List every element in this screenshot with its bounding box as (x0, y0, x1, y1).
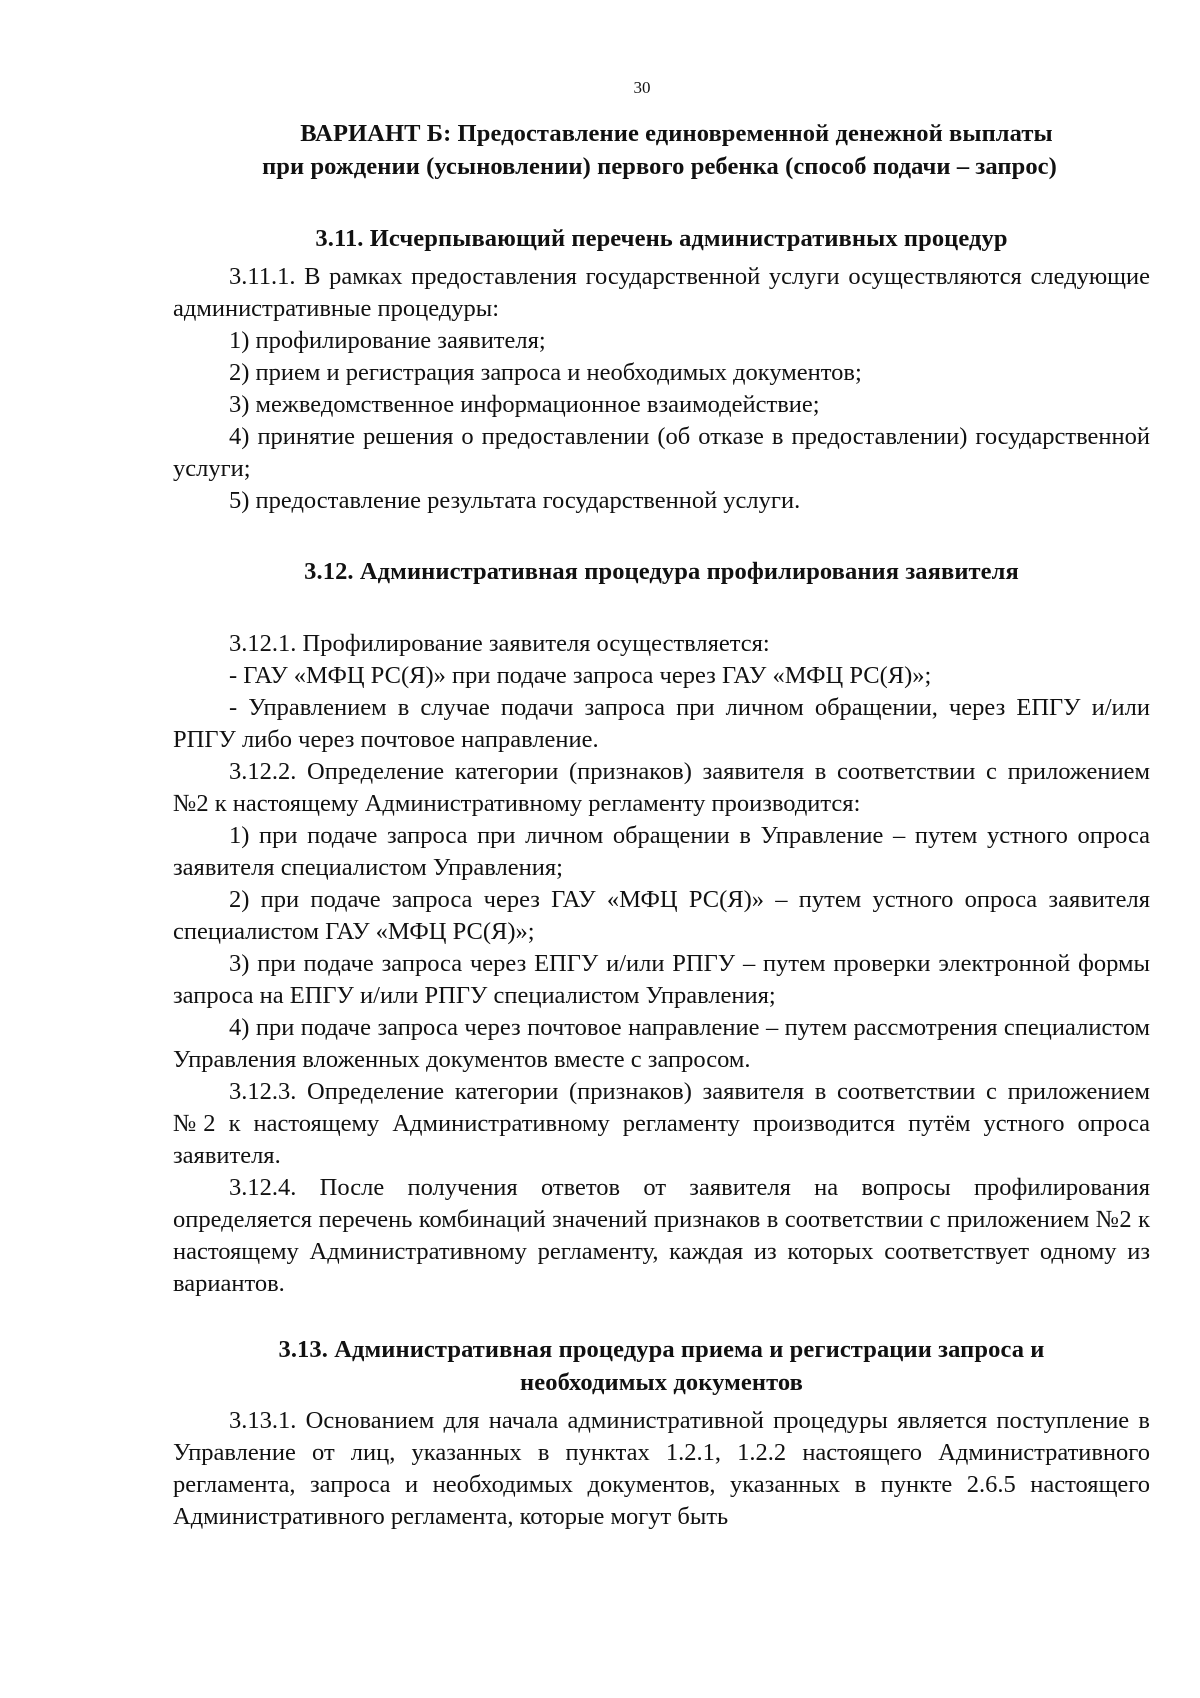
list-item: 5) предоставление результата государственной услуги. (229, 487, 801, 514)
paragraph: 3.13.1. Основанием для начала административной процедуры является поступление в Управление от лиц, указанных в пунктах 1.2.1, 1.2.2 настоящего Административного регламента, запроса и необходимых документов, указанных в пункте 2.6.5 настоящего Административного регламента, которые могут быть (173, 1407, 1150, 1530)
list-item: 2) при подаче запроса через ГАУ «МФЦ РС(Я)» – путем устного опроса заявителя специалистом ГАУ «МФЦ РС(Я)»; (173, 886, 1150, 945)
paragraph: 3.12.3. Определение категории (признаков) заявителя в соответствии с приложением №2 к настоящему Административному регламенту производится путём устного опроса заявителя. (173, 1078, 1150, 1169)
list-item: 2) прием и регистрация запроса и необходимых документов; (229, 359, 862, 386)
paragraph: 3.12.2. Определение категории (признаков) заявителя в соответствии с приложением №2 к настоящему Административному регламенту производится: (173, 758, 1150, 817)
list-item: 4) принятие решения о предоставлении (об отказе в предоставлении) государственной услуги; (173, 423, 1150, 482)
paragraph: 3.12.4. После получения ответов от заявителя на вопросы профилирования определяется перечень комбинаций значений признаков в соответствии с приложением №2 к настоящему Административному регламенту, каждая из которых соответствует одному из вариантов. (173, 1174, 1150, 1297)
list-item: - ГАУ «МФЦ РС(Я)» при подаче запроса через ГАУ «МФЦ РС(Я)»; (229, 662, 932, 689)
list-item: 3) межведомственное информационное взаимодействие; (229, 391, 820, 418)
document-body (173, 117, 1150, 1533)
paragraph: 3.12.1. Профилирование заявителя осуществляется: (229, 630, 770, 657)
document-title-line-1: ВАРИАНТ Б: Предоставление единовременной денежной выплаты (300, 120, 1053, 147)
list-item: - Управлением в случае подачи запроса при личном обращении, через ЕПГУ и/или РПГУ либо через почтовое направление. (173, 694, 1150, 753)
section-heading-3-12: 3.12. Административная процедура профилирования заявителя (304, 558, 1019, 585)
paragraph: 3.11.1. В рамках предоставления государственной услуги осуществляются следующие административные процедуры: (173, 263, 1150, 322)
section-heading-3-11: 3.11. Исчерпывающий перечень административных процедур (315, 225, 1008, 252)
list-item: 1) при подаче запроса при личном обращении в Управление – путем устного опроса заявителя специалистом Управления; (173, 822, 1150, 881)
list-item: 1) профилирование заявителя; (229, 327, 546, 354)
list-item: 3) при подаче запроса через ЕПГУ и/или РПГУ – путем проверки электронной формы запроса на ЕПГУ и/или РПГУ специалистом Управления; (173, 950, 1150, 1009)
section-heading-3-13-line-2: необходимых документов (520, 1369, 803, 1396)
document-title-line-2: при рождении (усыновлении) первого ребенка (способ подачи – запрос) (262, 153, 1057, 180)
page-number: 30 (633, 78, 651, 97)
list-item: 4) при подаче запроса через почтовое направление – путем рассмотрения специалистом Управления вложенных документов вместе с запросом. (173, 1014, 1150, 1073)
section-heading-3-13-line-1: 3.13. Административная процедура приема и регистрации запроса и (278, 1336, 1045, 1363)
